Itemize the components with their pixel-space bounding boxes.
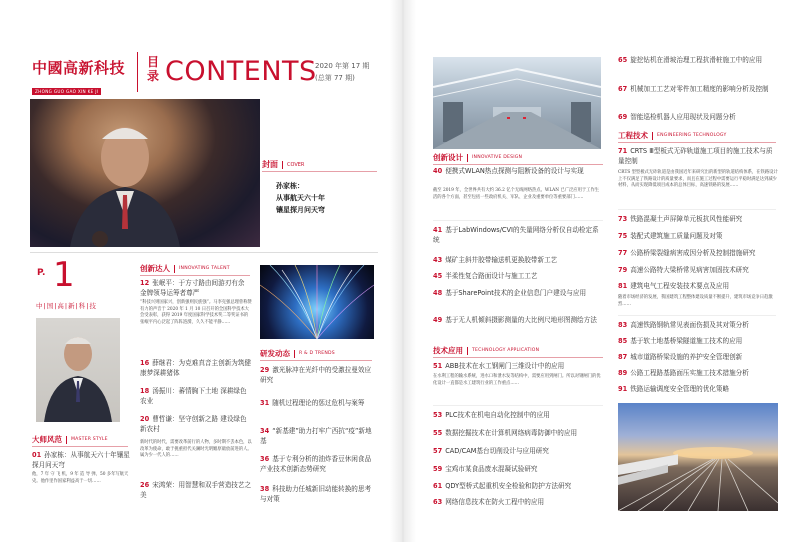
- toc-entry-48[interactable]: 48 基于SharePoint技术的企业信息门户建设与应用: [433, 289, 587, 297]
- title-divider: [137, 52, 138, 92]
- contents-title: CONTENTS: [165, 56, 317, 87]
- railway-scene: [618, 403, 778, 511]
- toc-entry-59[interactable]: 59 宝鸡市某食品废水混凝试验研究: [433, 465, 538, 473]
- fiber-optic-photo: [260, 265, 374, 339]
- toc-entry-34[interactable]: 34 “新基建”助力打牢广西抗“疫”新地基: [260, 427, 372, 445]
- magazine-logo: [32, 57, 128, 97]
- toc-entry-77[interactable]: 77 公路桥梁裂缝病害成因分析及控制措施研究: [618, 249, 756, 257]
- total-issue: (总第 77 期): [315, 74, 355, 82]
- master-portrait: [36, 318, 120, 422]
- toc-entry-45[interactable]: 45 半柔性复合路面设计与施工工艺: [433, 272, 538, 280]
- toc-entry-83[interactable]: 83 高速铁路钢轨常见表面伤损及其对策分析: [618, 321, 749, 329]
- station-hall-scene: [433, 57, 601, 149]
- design-lead-desc: 截至 2019 年，全世界共有大约 36.2 亿个无线网络热点。WLAN 已广泛应用于工作生活的各个方面，甚至包括一些政府机关、军队、企业及重要单位等重要部门……: [433, 188, 600, 200]
- brand-strip: 中|国|高|新|科|技: [36, 302, 97, 310]
- toc-entry-87[interactable]: 87 城市道路桥梁设施的养护安全管理创新: [618, 353, 743, 361]
- cover-person: 孙家栋：: [276, 182, 304, 190]
- cover-label: 封面 COVER: [262, 160, 305, 169]
- section-innovating-talent: 创新达人 INNOVATING TALENT: [140, 264, 230, 273]
- toc-entry-55[interactable]: 55 数据挖掘技术在计算机网络病毒防御中的应用: [433, 429, 578, 437]
- toc-entry-67[interactable]: 67 机械加工工艺对零件加工精度的影响分析及控制: [618, 85, 769, 93]
- toc-entry-31[interactable]: 31 随机过程理论的惩过危机与案筹: [260, 399, 365, 407]
- toc-entry-16[interactable]: 16 薛继君：为克难真音主创新为筑健康梦深耕猪体: [140, 359, 252, 377]
- station-hall-photo: [433, 57, 601, 149]
- toc-entry-81[interactable]: 81 建筑电气工程安装技术要点及应用: [618, 282, 730, 290]
- toc-entry-38[interactable]: 38 科技助力任城新旧动能转换的思考与对策: [260, 485, 372, 503]
- toc-entry-63[interactable]: 63 网络信息技术在防火工程中的应用: [433, 498, 545, 506]
- toc-entry-91[interactable]: 91 铁路运输调度安全管理的优化策略: [618, 385, 730, 393]
- toc-entry-69[interactable]: 69 智能巡检机器人应用现状及问题分析: [618, 113, 736, 121]
- talent-lead-desc: “科技兴则国家兴，创新强则民族强”。马李克强总理曾称赞有力的声音于 2020 年 1 月 10 日召开的全国科学技术大会受表彰，获得 2019 年度国家科学技术奖二等奖证书的张岷平内心泛起了阵阵涟漪，久久不能平静……: [140, 300, 252, 325]
- toc-entry-20[interactable]: 20 曹哲谦：坚守创新之路 建设绿色新农村: [140, 415, 247, 433]
- issue-number: 2020 年第 17 期: [315, 62, 370, 70]
- cover-caption: [262, 99, 377, 247]
- page-gutter: [390, 0, 416, 542]
- talent-desc-20: 新时代的时代，需要改革前行的人物，多时期不丢本色，以改革为使命，敢于挑重担代关澜时光明媚原础放前进的人。属为少一代人的……: [140, 440, 252, 459]
- toc-entry-73[interactable]: 73 铁路混凝土声屏障单元板抗风性能研究: [618, 215, 743, 223]
- railway-photo: [618, 403, 778, 511]
- toc-entry-53[interactable]: 53 PLC技术在机电自动化控制中的应用: [433, 411, 550, 419]
- toc-entry-26[interactable]: 26 宋鸿荣：用智慧和双手营造技艺之美: [140, 481, 252, 499]
- toc-entry-75[interactable]: 75 装配式建筑施工质量问题及对策: [618, 232, 723, 240]
- section-master: 大师风范 MASTER STYLE: [32, 435, 108, 444]
- cover-line2: 镶星探月问天穹: [276, 206, 325, 214]
- toc-entry-43[interactable]: 43 煤矿主斜井胶带输送机更换胶带新工艺: [433, 256, 558, 264]
- toc-entry-18[interactable]: 18 汤振川：蕃情胸下土地 深耕绿色农业: [140, 387, 247, 405]
- toc-entry-40[interactable]: 40 便携式WLAN热点探测与阻断设备的设计与实现: [433, 167, 584, 175]
- engineering-lead-desc: CRTS 型型板式无砟轨道是由我国近年来研究出的新型的轨道结构体系，在铁路设计上不仅满足了铁路设计的质量要求，而且在施工过程中需要运行平稳时满足达到减少材料，从而实现降低项目成本的总体目标，高速铁路的发展……: [618, 170, 778, 189]
- toc-entry-89[interactable]: 89 公路工程路基路面压实施工技术措施分析: [618, 369, 749, 377]
- toc-entry-29[interactable]: 29 激光脉冲在光纤中的受激拉曼效应研究: [260, 366, 372, 384]
- fiber-strands: [260, 265, 374, 339]
- section-rd-trends: 研发动态 R & D TRENDS: [260, 349, 335, 358]
- master-photo: [36, 318, 120, 422]
- page-number: 1: [53, 255, 75, 295]
- portrait-figure: [30, 99, 260, 247]
- cover-line1: 从事航天六十年: [276, 194, 325, 202]
- logo-en: ZHONG GUO GAO XIN KE JI: [32, 88, 101, 95]
- toc-entry-12[interactable]: 12 张岷平：于方寸路由间游刃有余 金牌领导运筹者尊严: [140, 279, 245, 297]
- toc-entry-36[interactable]: 36 基于专利分析的油炸香豆休闲食品产业技术创新态势研究: [260, 455, 372, 473]
- page-p-label: P.: [37, 268, 46, 278]
- toc-entry-41[interactable]: 41 基于LabWindows/CVI的失量网络分析仪自动检定系统: [433, 226, 599, 244]
- contents-title-cn: 目 录: [147, 55, 160, 83]
- toc-entry-57[interactable]: 57 CAD/CAM基台切削设计与应用研究: [433, 447, 549, 455]
- toc-entry-49[interactable]: 49 基于无人机倾斜摄影测量的大比例尺地形图测绘方法: [433, 316, 597, 324]
- section-engineering: 工程技术 ENGINEERING TECHNOLOGY: [618, 131, 727, 140]
- toc-entry-51[interactable]: 51 ABB技术在水工钢闸门三维设计中的应用: [433, 362, 565, 370]
- section-innovative-design: 创新设计 INNOVATIVE DESIGN: [433, 153, 523, 162]
- cover-photo: [30, 99, 260, 247]
- tech-lead-desc: 在水利工程的输水系统，进水口和泄水发等结构中，需要应用到闸门。所以对钢闸门的优化设计一直都是水工建筑行业的工作重点……: [433, 374, 601, 386]
- engineering-mid-desc: 随着市场经济的发展，我国建筑工程整体建设质量不断提升，建筑市场竞争日趋激烈……: [618, 295, 773, 307]
- toc-entry-71[interactable]: 71 CRTS Ⅲ型板式无砟轨道施工项目的施工技术与质量控制: [618, 147, 773, 165]
- master-desc: 他，7 年 守 飞 机，9 年 造 导 弹，50 多年写航天史。他作里作国家利益高于一切……: [32, 472, 129, 484]
- section-tech-application: 技术应用 TECHNOLOGY APPLICATION: [433, 346, 540, 355]
- toc-entry-65[interactable]: 65 旋挖钻机在滑坡治理工程抗滑桩施工中的应用: [618, 56, 763, 64]
- toc-entry-61[interactable]: 61 QDY型桥式起重机安全检验和防护方法研究: [433, 482, 572, 490]
- logo-cn: 中國高新科技: [32, 59, 126, 77]
- toc-entry-85[interactable]: 85 基于软土地基桥梁隧道施工技术的应用: [618, 337, 743, 345]
- master-entry[interactable]: 01 孙家栋：从事航天六十年镶星探月问天穹: [32, 451, 130, 469]
- toc-entry-79[interactable]: 79 高速公路特大梁桥常见病害加固技术研究: [618, 266, 749, 274]
